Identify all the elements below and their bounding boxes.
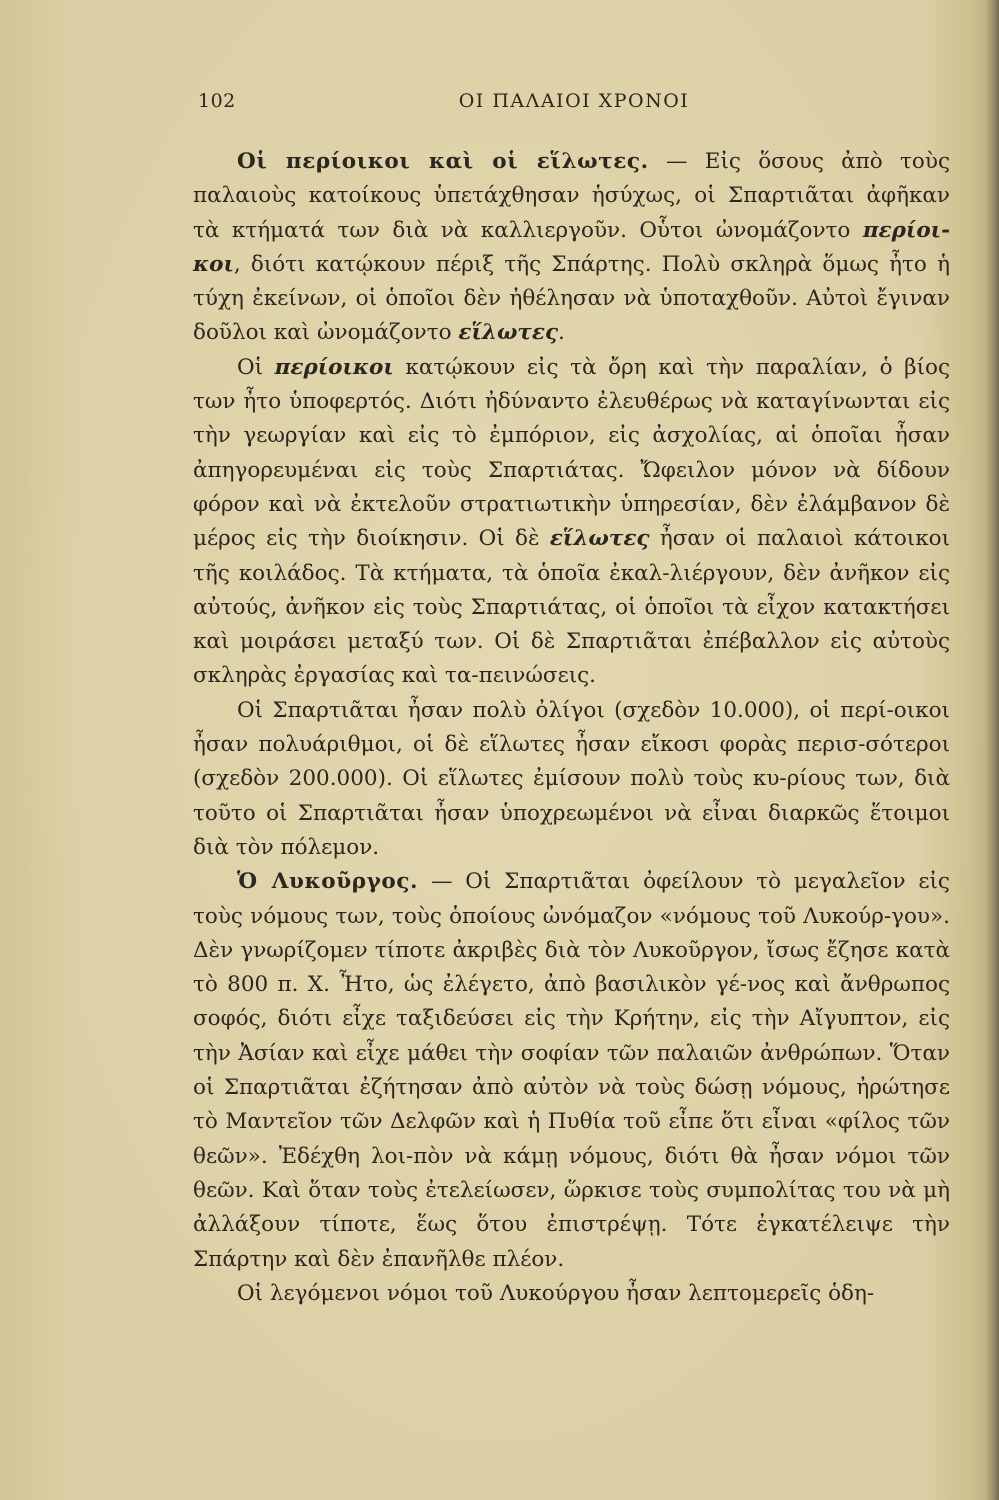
paragraph-lycurgus xyxy=(193,865,950,1277)
paragraph-perioikoi-heilotes xyxy=(193,145,950,351)
running-title: ΟΙ ΠΑΛΑΙΟΙ ΧΡΟΝΟΙ xyxy=(458,90,690,112)
page-edge-shadow xyxy=(985,0,999,1500)
paragraph-text: ἦσαν οἱ παλαιοὶ κάτοικοι τῆς κοιλάδος. Τὰ κτήματα, τὰ ὁποῖα ἐκαλ-λιέργουν, δὲν ἀνῆκον εἰς αὐτούς, ἀνῆκον εἰς τοὺς Σπαρτιάτας, οἱ ὁποῖοι τὰ εἶχον κατακτήσει καὶ μοιράσει μεταξύ των. Οἱ δὲ Σπαρτιᾶται ἐπέβαλλον εἰς αὐτοὺς σκληρὰς ἐργασίας καὶ τα-πεινώσεις. xyxy=(193,526,951,689)
page-number: 102 xyxy=(198,90,236,112)
paragraph-perioikoi-life xyxy=(193,351,950,694)
paragraph-text: Οἱ Σπαρτιᾶται ἦσαν πολὺ ὀλίγοι (σχεδὸν 10.000), οἱ περί-οικοι ἦσαν πολυάριθμοι, οἱ δὲ εἵλωτες ἦσαν εἴκοσι φορὰς περισ-σότεροι (σχεδὸν 200.000). Οἱ εἵλωτες ἐμίσουν πολὺ τοὺς κυ-ρίους των, διὰ τοῦτο οἱ Σπαρτιᾶται ἦσαν ὑποχρεωμένοι νὰ εἶναι διαρκῶς ἕτοιμοι διὰ τὸν πόλεμον. xyxy=(193,697,950,860)
term-perioikoi: περίοι-κοι xyxy=(193,217,950,277)
paragraph-population xyxy=(193,694,950,865)
paragraph-text: — Οἱ Σπαρτιᾶται ὀφείλουν τὸ μεγαλεῖον εἰς τοὺς νόμους των, τοὺς ὁποίους ὠνόμαζον «νόμους τοῦ Λυκούρ-γου». Δὲν γνωρίζομεν τίποτε ἀκριβὲς διὰ τὸν Λυκοῦργον, ἴσως ἔζησε κατὰ τὸ 800 π. Χ. Ἦτο, ὡς ἐλέγετο, ἀπὸ βασιλικὸν γέ-νος καὶ ἄνθρωπος σοφός, διότι εἶχε ταξιδεύσει εἰς τὴν Κρήτην, εἰς τὴν Αἴγυπτον, εἰς τὴν Ἀσίαν καὶ εἶχε μάθει τὴν σοφίαν τῶν παλαιῶν ἀνθρώπων. Ὅταν οἱ Σπαρτιᾶται ἐζήτησαν ἀπὸ αὐτὸν νὰ τοὺς δώσῃ νόμους, ἠρώτησε τὸ Μαντεῖον τῶν Δελφῶν καὶ ἡ Πυθία τοῦ εἶπε ὅτι εἶναι «φίλος τῶν θεῶν». Ἐδέχθη λοι-πὸν νὰ κάμῃ νόμους, διότι θὰ ἦσαν νόμοι τῶν θεῶν. Καὶ ὅταν τοὺς ἐτελείωσεν, ὥρκισε τοὺς συμπολίτας του νὰ μὴ ἀλλάξουν τίποτε, ἕως ὅτου ἐπιστρέψῃ. Τότε ἐγκατέλειψε τὴν Σπάρτην καὶ δὲν ἐπανῆλθε πλέον. xyxy=(193,869,950,1272)
section-heading-perioikoi: Οἱ περίοικοι καὶ οἱ εἵλωτες. xyxy=(237,149,649,174)
paragraph-text: . xyxy=(558,320,565,346)
section-heading-lycurgus: Ὁ Λυκοῦργος. xyxy=(237,869,419,895)
paragraph-text: Οἱ λεγόμενοι νόμοι τοῦ Λυκούργου ἦσαν λεπτομερεῖς ὁδη- xyxy=(237,1280,875,1306)
paragraph-laws xyxy=(193,1277,950,1311)
page-header xyxy=(198,90,950,120)
term-perioikoi: περίοικοι xyxy=(274,354,394,380)
paragraph-text: — Εἰς ὅσους ἀπὸ τοὺς παλαιοὺς κατοίκους ὑπετάχθησαν ἡσύχως, οἱ Σπαρτιᾶται ἀφῆκαν τὰ κτήματά των διὰ νὰ καλλιεργοῦν. Οὗτοι ὠνομάζοντο xyxy=(193,149,950,243)
paragraph-text: κατῴκουν εἰς τὰ ὄρη καὶ τὴν παραλίαν, ὁ βίος των ἦτο ὑποφερτός. Διότι ἠδύναντο ἐλευθέρως νὰ καταγίνωνται εἰς τὴν γεωργίαν καὶ εἰς τὸ ἐμπόριον, εἰς ἀσχολίας, αἱ ὁποῖαι ἦσαν ἀπηγορευμέναι εἰς τοὺς Σπαρτιάτας. Ὤφειλον μόνον νὰ δίδουν φόρον καὶ νὰ ἐκτελοῦν στρατιωτικὴν ὑπηρεσίαν, δὲν ἐλάμβανον δὲ μέρος εἰς τὴν διοίκησιν. Οἱ δὲ xyxy=(193,354,950,552)
body-text xyxy=(193,145,950,1311)
paragraph-text: , διότι κατῴκουν πέριξ τῆς Σπάρτης. Πολὺ σκληρὰ ὅμως ἦτο ἡ τύχη ἐκείνων, οἱ ὁποῖοι δὲν ἠθέλησαν νὰ ὑποταχθοῦν. Αὐτοὶ ἔγιναν δοῦλοι καὶ ὠνομάζοντο xyxy=(193,251,950,346)
paragraph-text: Οἱ xyxy=(237,354,275,380)
term-heilotes: εἵλωτες xyxy=(549,526,650,552)
term-heilotes: εἵλωτες xyxy=(458,320,559,346)
